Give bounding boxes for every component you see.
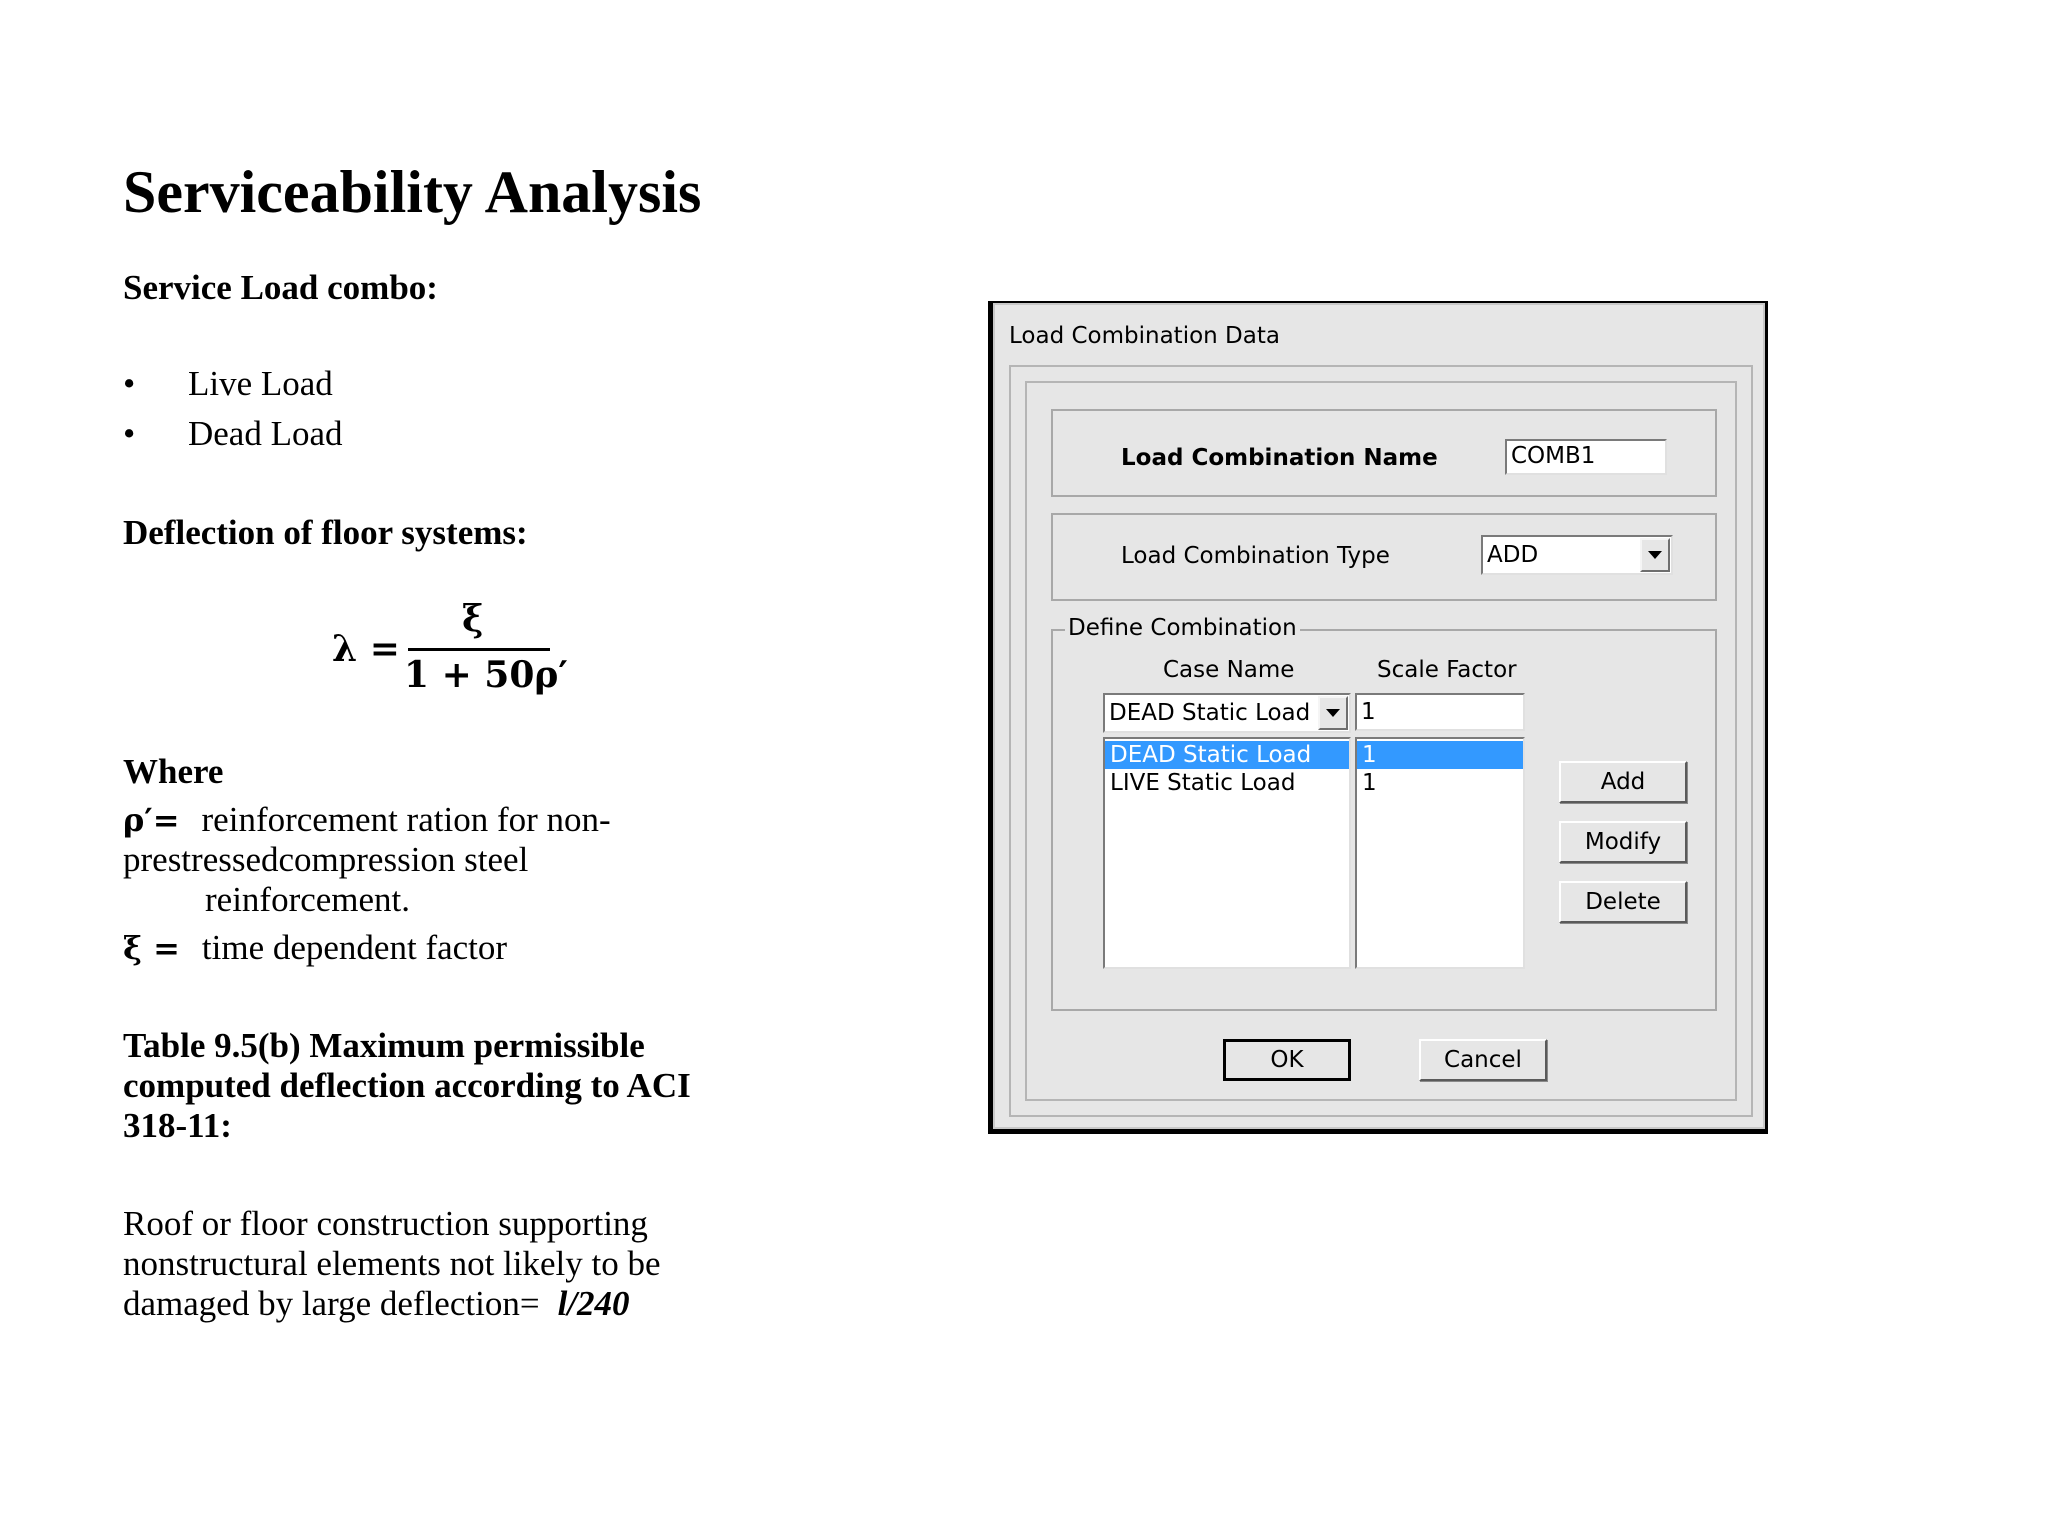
deflection-formula: [332, 598, 582, 698]
cancel-button[interactable]: Cancel: [1419, 1039, 1547, 1081]
load-combination-dialog: [993, 303, 1765, 1129]
xi-text: time dependent factor: [201, 928, 508, 967]
table-heading: [123, 1026, 691, 1146]
case-name-list[interactable]: [1103, 737, 1351, 969]
type-group: [1051, 513, 1717, 601]
scale-factor-list[interactable]: [1355, 737, 1525, 969]
rho-definition: [123, 800, 611, 920]
combination-type-select[interactable]: [1481, 535, 1673, 575]
list-item[interactable]: 1: [1357, 741, 1523, 769]
list-item: [123, 414, 343, 464]
page-title: Serviceability Analysis: [123, 159, 702, 225]
case-name-header: Case Name: [1163, 657, 1295, 683]
delete-button[interactable]: Delete: [1559, 881, 1687, 923]
rho-text-line2: prestressedcompression steel: [123, 840, 529, 879]
case-name-select[interactable]: [1103, 693, 1351, 733]
dialog-title: Load Combination Data: [1009, 323, 1280, 349]
table-heading-line2: computed deflection according to ACI: [123, 1066, 691, 1105]
fraction-bar: [408, 648, 550, 651]
xi-definition: [123, 928, 507, 968]
name-group: [1051, 409, 1717, 497]
define-combination-legend: Define Combination: [1065, 615, 1300, 641]
add-button[interactable]: Add: [1559, 761, 1687, 803]
rho-text-line1: reinforcement ration for non-: [201, 800, 611, 839]
bullet-text: Live Load: [188, 364, 333, 403]
modify-button[interactable]: Modify: [1559, 821, 1687, 863]
case-name-select-value: DEAD Static Load: [1109, 700, 1311, 726]
list-item: [123, 364, 343, 414]
scale-factor-header: Scale Factor: [1377, 657, 1517, 683]
dialog-frame-outer: [1009, 365, 1753, 1117]
table-heading-line1: Table 9.5(b) Maximum permissible: [123, 1026, 645, 1065]
list-item[interactable]: DEAD Static Load: [1105, 741, 1349, 769]
rho-symbol: ρ′=: [123, 801, 180, 839]
service-load-list: [123, 364, 343, 464]
xi-symbol: ξ =: [123, 929, 180, 967]
combination-name-input[interactable]: COMB1: [1505, 439, 1667, 475]
combination-type-value: ADD: [1487, 542, 1539, 568]
deflection-heading: Deflection of floor systems:: [123, 513, 528, 552]
bullet-icon: •: [123, 364, 136, 403]
formula-lhs: λ =: [332, 628, 400, 670]
combination-type-label: Load Combination Type: [1121, 543, 1390, 569]
rho-text-line3: reinforcement.: [205, 880, 411, 919]
formula-numerator: ξ: [462, 598, 484, 640]
service-load-heading: Service Load combo:: [123, 268, 438, 307]
formula-denominator: 1 + 50ρ′: [404, 654, 568, 696]
deflection-limit-value: l/240: [557, 1284, 630, 1323]
list-item[interactable]: LIVE Static Load: [1110, 770, 1296, 796]
where-heading: Where: [123, 752, 224, 791]
scale-factor-input[interactable]: 1: [1355, 693, 1525, 731]
bullet-text: Dead Load: [188, 414, 343, 453]
list-item[interactable]: 1: [1362, 770, 1377, 796]
combination-name-label: Load Combination Name: [1121, 445, 1438, 471]
roof-text-line2: nonstructural elements not likely to be: [123, 1244, 661, 1283]
roof-text-line1: Roof or floor construction supporting: [123, 1204, 648, 1243]
bullet-icon: •: [123, 414, 136, 453]
chevron-down-icon[interactable]: [1318, 696, 1348, 730]
dialog-frame-inner: [1025, 381, 1737, 1101]
chevron-down-icon[interactable]: [1640, 538, 1670, 572]
define-combination-group: [1051, 615, 1717, 1011]
table-heading-line3: 318-11:: [123, 1106, 232, 1145]
ok-button[interactable]: OK: [1223, 1039, 1351, 1081]
roof-text: [123, 1204, 661, 1324]
roof-text-line3: damaged by large deflection=: [123, 1284, 540, 1323]
